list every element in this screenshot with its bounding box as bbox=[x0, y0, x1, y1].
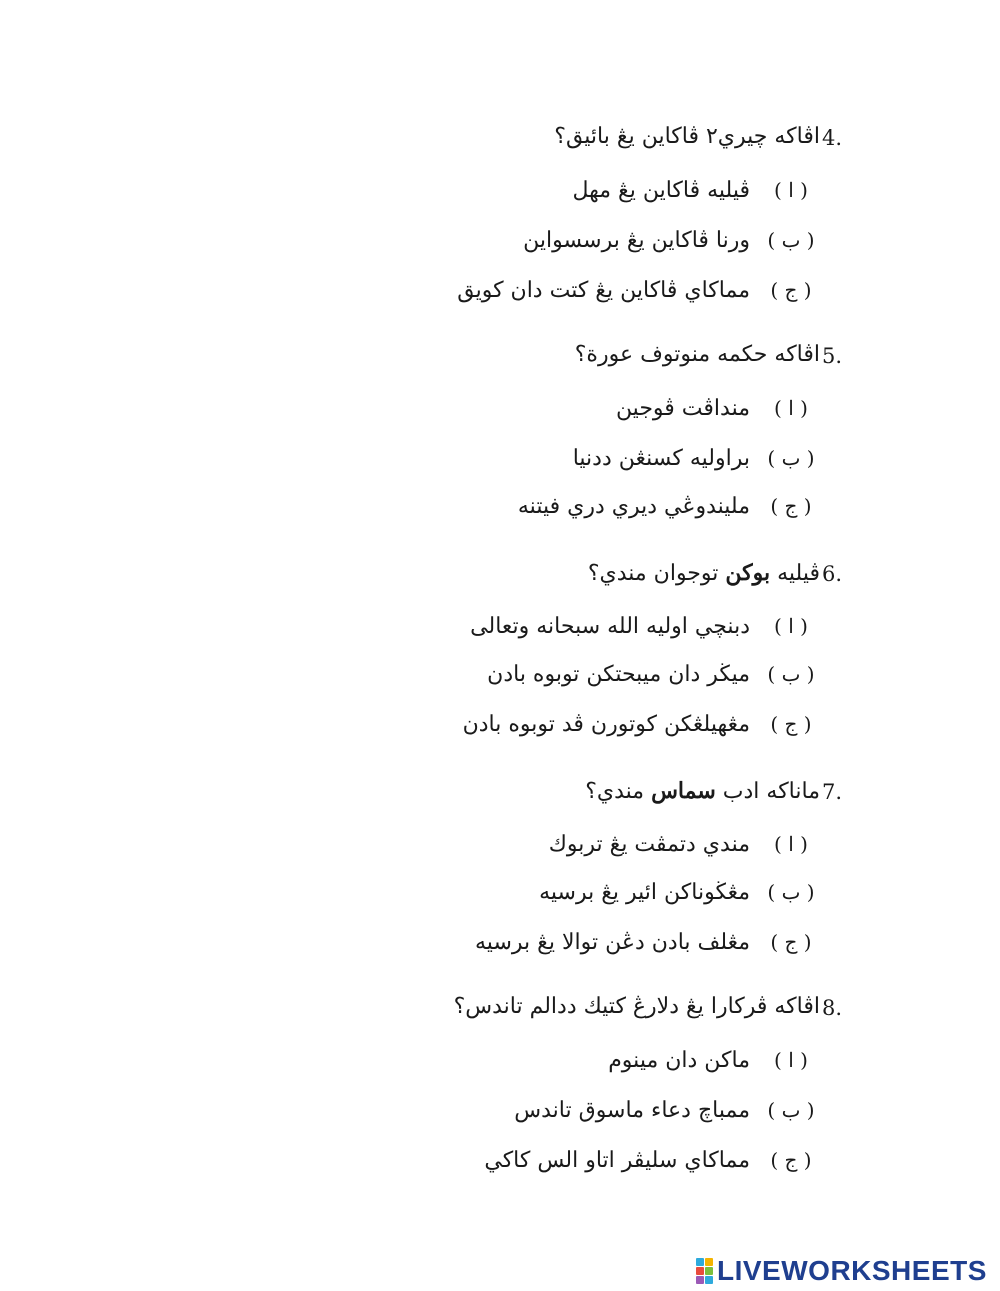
option-text: مڠلف بادن دڠن توالا يڠ برسيه bbox=[475, 929, 750, 955]
option-text: مڠهيلڠكن كوتورن ڤد توبوه بادن bbox=[462, 711, 750, 737]
option-b[interactable] bbox=[539, 872, 820, 912]
question-text bbox=[588, 560, 820, 586]
option-a[interactable] bbox=[608, 1040, 820, 1080]
option-c[interactable] bbox=[484, 1140, 820, 1180]
logo-square bbox=[705, 1276, 713, 1284]
question-text-before: ڤيليه bbox=[777, 561, 820, 586]
logo-icon bbox=[696, 1258, 713, 1284]
option-b[interactable] bbox=[573, 438, 820, 478]
question-text-after: توجوان مندي؟ bbox=[587, 561, 719, 586]
option-letter: ( ا ) bbox=[774, 396, 808, 420]
option-text: مماكاي سليڤر اتاو الس كاكي bbox=[484, 1147, 750, 1173]
option-text: مڠڬوناكن ائير يڠ برسيه bbox=[539, 879, 750, 905]
question-text-after: مندي؟ bbox=[585, 779, 645, 804]
option-text: مليندوڠي ديري دري فيتنه bbox=[517, 493, 750, 519]
option-letter: ( ج ) bbox=[770, 1148, 812, 1172]
option-c[interactable] bbox=[463, 704, 820, 744]
question-text-emphasis: سماس bbox=[651, 778, 716, 804]
option-text: براوليه كسنڠن ددنيا bbox=[572, 445, 750, 471]
option-letter: ( ب ) bbox=[767, 880, 815, 904]
option-letter: ( ب ) bbox=[767, 446, 815, 470]
liveworksheets-logo[interactable] bbox=[696, 1256, 987, 1286]
option-letter: ( ج ) bbox=[770, 278, 812, 302]
option-letter: ( ج ) bbox=[770, 930, 812, 954]
option-c[interactable] bbox=[518, 486, 820, 526]
option-letter: ( ا ) bbox=[774, 178, 808, 202]
question-number: 8. bbox=[822, 996, 843, 1020]
logo-square bbox=[696, 1258, 704, 1266]
option-text: دبنچي اوليه الله سبحانه وتعالى bbox=[470, 613, 750, 639]
question-text: اڤاكه چيري٢ ڤاكاين يڠ بائيق؟ bbox=[554, 124, 820, 149]
question-number: 6. bbox=[822, 562, 843, 586]
question-number: 4. bbox=[822, 126, 843, 150]
option-letter: ( ا ) bbox=[774, 614, 808, 638]
option-letter: ( ب ) bbox=[767, 1098, 815, 1122]
logo-text: LIVEWORKSHEETS bbox=[717, 1255, 987, 1286]
option-b[interactable] bbox=[514, 1090, 820, 1130]
option-b[interactable] bbox=[487, 654, 820, 694]
option-letter: ( ج ) bbox=[770, 494, 812, 518]
option-c[interactable] bbox=[457, 270, 820, 310]
option-letter: ( ب ) bbox=[767, 228, 815, 252]
question-text: اڤاكه ڤركارا يڠ دلارڠ كتيك ددالم تاندس؟ bbox=[453, 994, 820, 1019]
option-a[interactable] bbox=[616, 388, 820, 428]
question-number: 7. bbox=[822, 780, 843, 804]
question-text: اڤاكه حكمه منوتوف عورة؟ bbox=[574, 342, 820, 367]
option-text: ممباچ دعاء ماسوق تاندس bbox=[514, 1097, 750, 1123]
option-text: مماكاي ڤاكاين يڠ كتت دان كويق bbox=[457, 277, 750, 303]
option-letter: ( ج ) bbox=[770, 712, 812, 736]
logo-square bbox=[696, 1276, 704, 1284]
question-text bbox=[585, 778, 820, 804]
option-b[interactable] bbox=[523, 220, 820, 260]
question-number: 5. bbox=[822, 344, 843, 368]
option-letter: ( ا ) bbox=[774, 1048, 808, 1072]
question-text-emphasis: بوكن bbox=[725, 560, 771, 586]
option-text: منداڤت ڤوجين bbox=[615, 395, 750, 421]
option-letter: ( ا ) bbox=[774, 832, 808, 856]
option-text: مندي دتمڤت يڠ تربوك bbox=[548, 831, 750, 857]
option-a[interactable] bbox=[572, 170, 820, 210]
logo-square bbox=[696, 1267, 704, 1275]
option-c[interactable] bbox=[475, 922, 820, 962]
question-text-before: ماناكه ادب bbox=[722, 779, 820, 804]
option-text: ميڬر دان ميبحتكن توبوه بادن bbox=[487, 661, 750, 687]
option-a[interactable] bbox=[470, 606, 820, 646]
logo-square bbox=[705, 1258, 713, 1266]
option-text: ماكن دان مينوم bbox=[608, 1047, 750, 1073]
option-text: ورنا ڤاكاين يڠ برسسواين bbox=[523, 227, 750, 253]
option-letter: ( ب ) bbox=[767, 662, 815, 686]
logo-square bbox=[705, 1267, 713, 1275]
option-a[interactable] bbox=[549, 824, 820, 864]
option-text: ڤيليه ڤاكاين يڠ مهل bbox=[572, 177, 750, 203]
